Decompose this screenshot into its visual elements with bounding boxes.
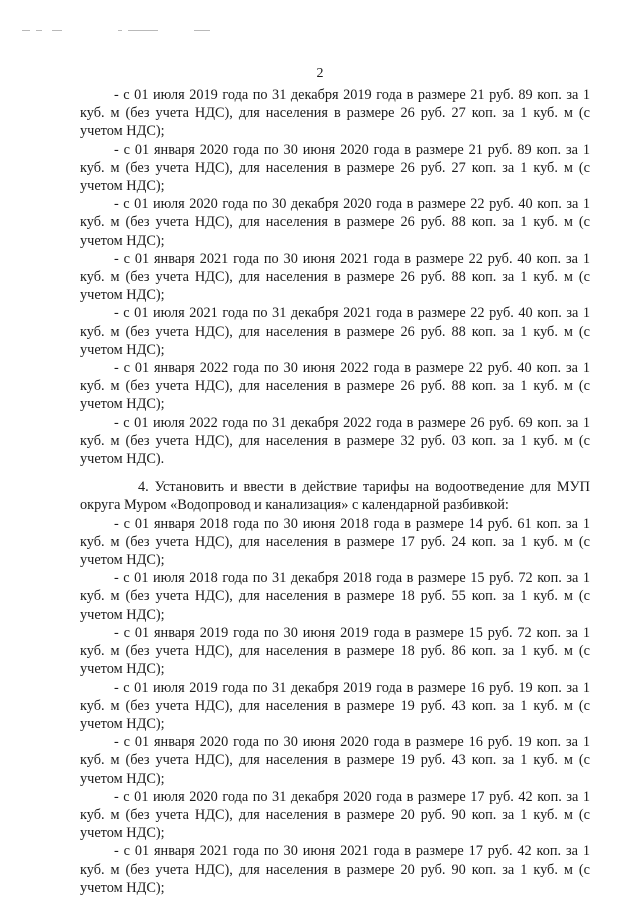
section-heading: 4. Установить и ввести в действие тарифы на водоотведение для МУП округа Муром «Водопровод и канализация» с календарной разбивкой: [80,479,590,514]
page-number: 2 [316,66,324,81]
tariff-item: - с 01 июля 2019 года по 31 декабря 2019 года в размере 16 руб. 19 коп. за 1 куб. м (без учета НДС), для населения в размере 19 руб. 43 коп. за 1 куб. м (с учетом НДС); [80,679,590,732]
scan-artifact [22,30,222,33]
tariff-item: - с 01 января 2021 года по 30 июня 2021 года в размере 17 руб. 42 коп. за 1 куб. м (без учета НДС), для населения в размере 20 руб. 90 коп. за 1 куб. м (с учетом НДС); [80,843,590,896]
tariff-item: - с 01 июля 2020 года по 31 декабря 2020 года в размере 17 руб. 42 коп. за 1 куб. м (без учета НДС), для населения в размере 20 руб. 90 коп. за 1 куб. м (с учетом НДС); [80,788,590,842]
tariff-item: - с 01 июля 2022 года по 31 декабря 2022 года в размере 26 руб. 69 коп. за 1 куб. м (без учета НДС), для населения в размере 32 руб. 03 коп. за 1 куб. м (с учетом НДС). [80,414,590,468]
tariff-item: - с 01 июля 2019 года по 31 декабря 2019 года в размере 21 руб. 89 коп. за 1 куб. м (без учета НДС), для населения в размере 26 руб. 27 коп. за 1 куб. м (с учетом НДС); [80,87,590,140]
tariff-item: - с 01 января 2020 года по 30 июня 2020 года в размере 16 руб. 19 коп. за 1 куб. м (без учета НДС), для населения в размере 19 руб. 43 коп. за 1 куб. м (с учетом НДС); [80,734,590,787]
tariff-item: - с 01 июля 2018 года по 31 декабря 2018 года в размере 15 руб. 72 коп. за 1 куб. м (без учета НДС), для населения в размере 18 руб. 55 коп. за 1 куб. м (с учетом НДС); [80,570,590,623]
document-body [80,86,590,897]
tariff-item: - с 01 января 2018 года по 30 июня 2018 года в размере 14 руб. 61 коп. за 1 куб. м (без учета НДС), для населения в размере 17 руб. 24 коп. за 1 куб. м (с учетом НДС); [80,515,590,569]
tariff-item: - с 01 января 2021 года по 30 июня 2021 года в размере 22 руб. 40 коп. за 1 куб. м (без учета НДС), для населения в размере 26 руб. 88 коп. за 1 куб. м (с учетом НДС); [80,250,590,304]
tariff-item: - с 01 июля 2020 года по 30 декабря 2020 года в размере 22 руб. 40 коп. за 1 куб. м (без учета НДС), для населения в размере 26 руб. 88 коп. за 1 куб. м (с учетом НДС); [80,196,590,249]
tariff-item: - с 01 января 2019 года по 30 июня 2019 года в размере 15 руб. 72 коп. за 1 куб. м (без учета НДС), для населения в размере 18 руб. 86 коп. за 1 куб. м (с учетом НДС); [80,624,590,678]
tariff-item: - с 01 января 2022 года по 30 июня 2022 года в размере 22 руб. 40 коп. за 1 куб. м (без учета НДС), для населения в размере 26 руб. 88 коп. за 1 куб. м (с учетом НДС); [80,360,590,413]
tariff-item: - с 01 июля 2021 года по 31 декабря 2021 года в размере 22 руб. 40 коп. за 1 куб. м (без учета НДС), для населения в размере 26 руб. 88 коп. за 1 куб. м (с учетом НДС); [80,305,590,358]
tariff-item: - с 01 января 2020 года по 30 июня 2020 года в размере 21 руб. 89 коп. за 1 куб. м (без учета НДС), для населения в размере 26 руб. 27 коп. за 1 куб. м (с учетом НДС); [80,141,590,195]
